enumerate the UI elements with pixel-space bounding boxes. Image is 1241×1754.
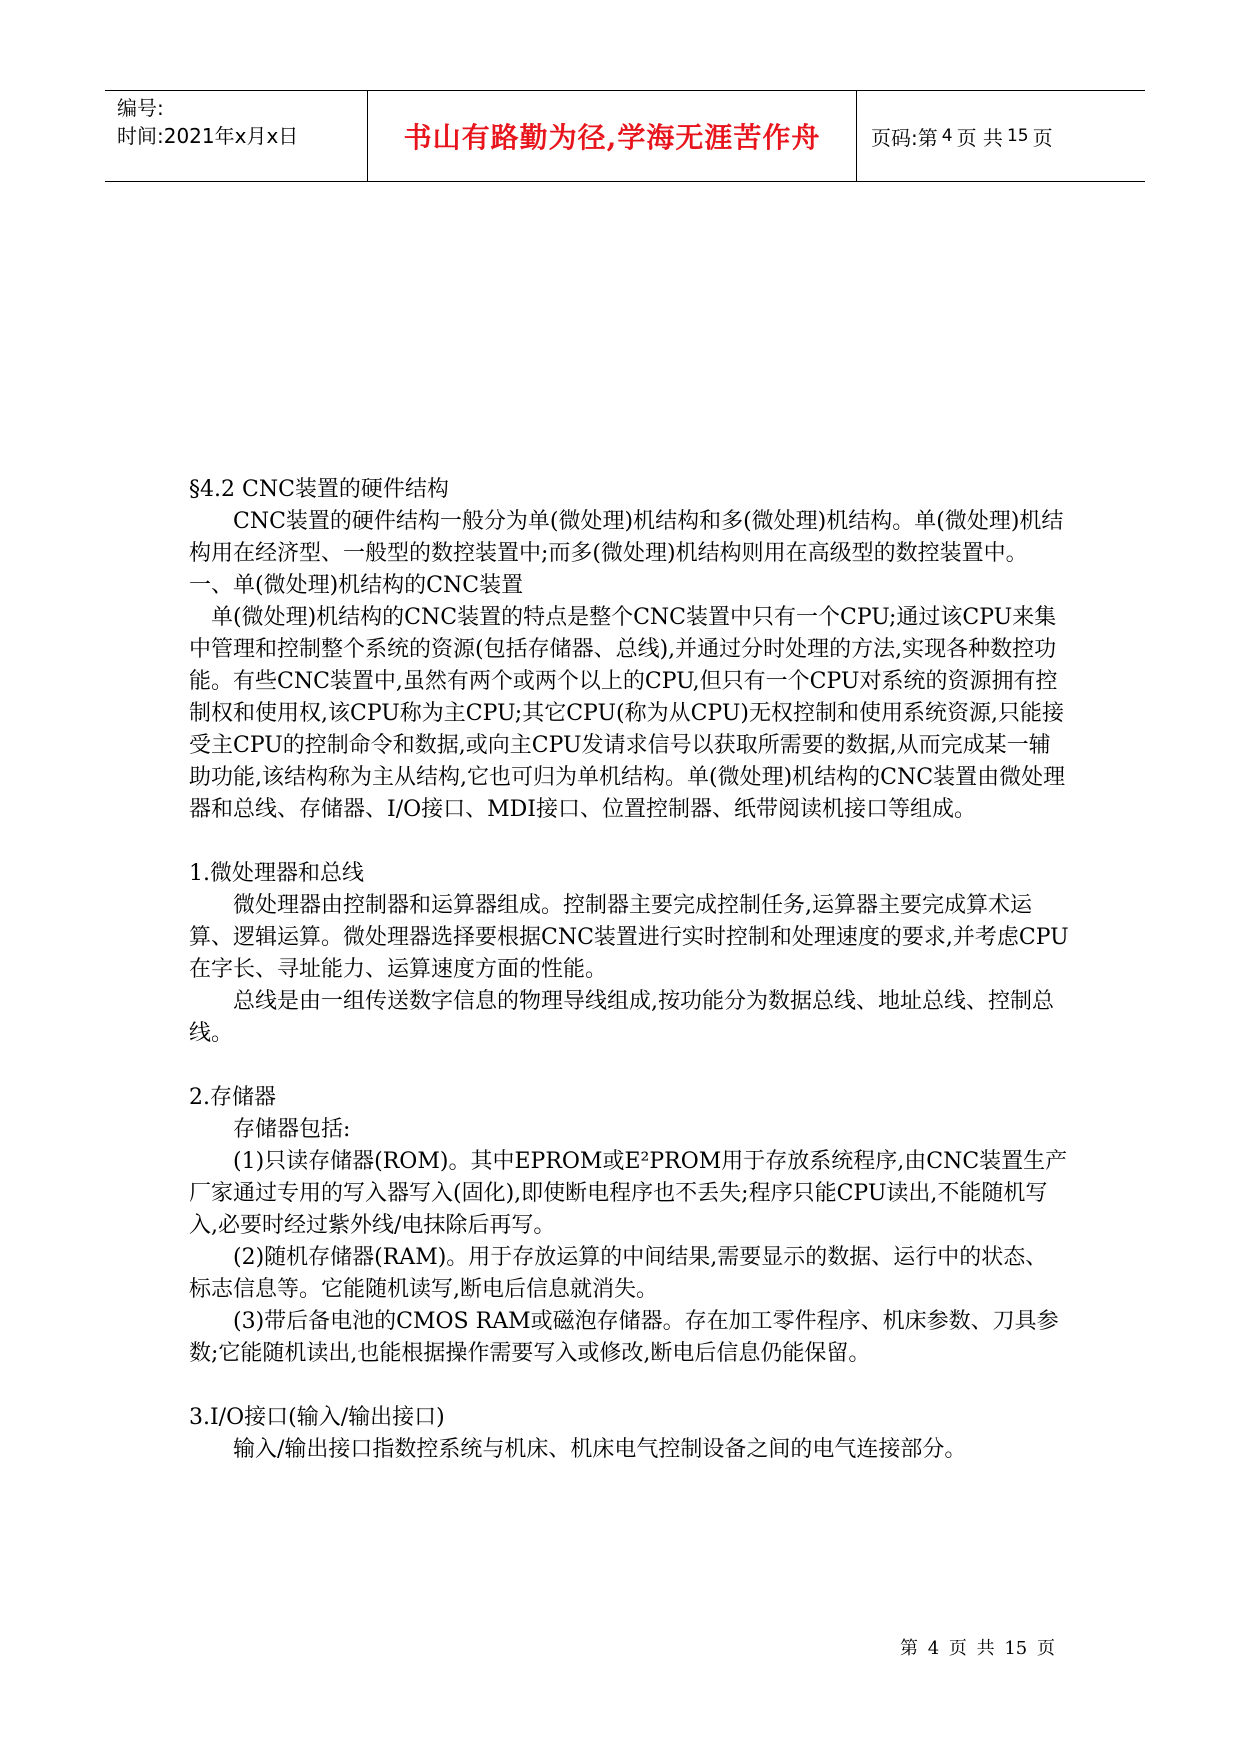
intro-paragraph: CNC装置的硬件结构一般分为单(微处理)机结构和多(微处理)机结构。单(微处理)机结构用在经济型、一般型的数控装置中;而多(微处理)机结构则用在高级型的数控装置中。 — [189, 509, 1064, 566]
section-title: §4.2 CNC装置的硬件结构 — [189, 477, 449, 502]
document-body — [189, 474, 1069, 1466]
item1-heading: 1.微处理器和总线 — [189, 861, 364, 886]
item3-paragraph-1: 输入/输出接口指数控系统与机床、机床电气控制设备之间的电气连接部分。 — [233, 1437, 967, 1462]
header-meta-cell — [105, 91, 368, 181]
item2-paragraph-0: 存储器包括: — [233, 1117, 351, 1142]
item2-heading: 2.存储器 — [189, 1085, 276, 1110]
spacer — [189, 826, 1069, 858]
item2-paragraph-3: (3)带后备电池的CMOS RAM或磁泡存储器。存在加工零件程序、机床参数、刀具参数;它能随机读出,也能根据操作需要写入或修改,断电后信息仍能保留。 — [189, 1309, 1059, 1366]
document-number-label: 编号: — [117, 96, 164, 120]
page-middle: 页 共 — [956, 125, 1003, 150]
item1-paragraph-1: 微处理器由控制器和运算器组成。控制器主要完成控制任务,运算器主要完成算术运算、逻辑运算。微处理器选择要根据CNC装置进行实时控制和处理速度的要求,并考虑CPU在字长、寻址能力、运算速度方面的性能。 — [189, 893, 1069, 982]
spacer — [189, 1370, 1069, 1402]
header-motto: 书山有路勤为径,学海无涯苦作舟 — [403, 121, 821, 154]
page-prefix: 页码:第 — [871, 125, 938, 150]
item2-paragraph-2: (2)随机存储器(RAM)。用于存放运算的中间结果,需要显示的数据、运行中的状态、标志信息等。它能随机读写,断电后信息就消失。 — [189, 1245, 1048, 1302]
document-header — [105, 90, 1145, 182]
item1-paragraph-2: 总线是由一组传送数字信息的物理导线组成,按功能分为数据总线、地址总线、控制总线。 — [189, 989, 1054, 1046]
header-page-cell — [857, 91, 1145, 181]
spacer — [189, 1050, 1069, 1082]
page-suffix: 页 — [1032, 125, 1053, 150]
item2-paragraph-1: (1)只读存储器(ROM)。其中EPROM或E²PROM用于存放系统程序,由CNC装置生产厂家通过专用的写入器写入(固化),即使断电程序也不丢失;程序只能CPU读出,不能随机写入,必要时经过紫外线/电抹除后再写。 — [189, 1149, 1068, 1238]
page-footer: 第 4 页 共 15 页 — [900, 1638, 1055, 1659]
part1-paragraph: 单(微处理)机结构的CNC装置的特点是整个CNC装置中只有一个CPU;通过该CPU来集中管理和控制整个系统的资源(包括存储器、总线),并通过分时处理的方法,实现各种数控功能。有些CNC装置中,虽然有两个或两个以上的CPU,但只有一个CPU对系统的资源拥有控制权和使用权,该CPU称为主CPU;其它CPU(称为从CPU)无权控制和使用系统资源,只能接受主CPU的控制命令和数据,或向主CPU发请求信号以获取所需要的数据,从而完成某一辅助功能,该结构称为主从结构,它也可归为单机结构。单(微处理)机结构的CNC装置由微处理器和总线、存储器、I/O接口、MDI接口、位置控制器、纸带阅读机接口等组成。 — [189, 605, 1066, 822]
header-motto-cell — [368, 91, 857, 181]
part1-heading: 一、单(微处理)机结构的CNC装置 — [189, 573, 524, 598]
document-time-label: 时间:2021年x月x日 — [117, 124, 299, 148]
item3-heading: 3.I/O接口(输入/输出接口) — [189, 1405, 445, 1430]
page-current: 4 — [941, 126, 953, 146]
page-total: 15 — [1006, 126, 1029, 146]
